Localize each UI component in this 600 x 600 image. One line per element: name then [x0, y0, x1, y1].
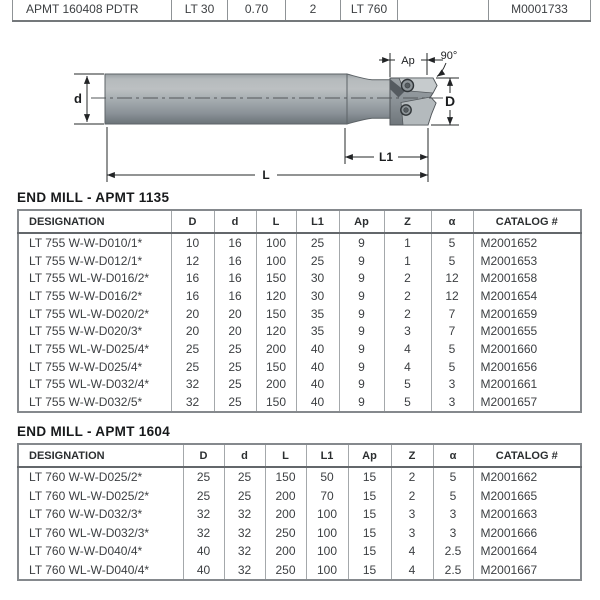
cell: LT 755 WL-W-D025/4* [29, 341, 150, 356]
cell: 120 [256, 322, 296, 340]
insert-spec-strip [12, 0, 590, 22]
cell: M2001655 [473, 322, 581, 340]
cell: 5 [433, 467, 473, 487]
cell: 7 [431, 322, 473, 340]
cell: 9 [339, 233, 384, 252]
column-header: d [214, 210, 256, 233]
cell: 3 [384, 322, 431, 340]
cell: 25 [214, 376, 256, 394]
cell: 2 [384, 287, 431, 305]
cell: 12 [431, 269, 473, 287]
cell: 15 [348, 524, 391, 543]
cell: 25 [224, 467, 265, 487]
cell: 9 [339, 340, 384, 358]
table-row [18, 487, 581, 506]
cell: 100 [256, 233, 296, 252]
cell: 150 [256, 305, 296, 323]
end-mill-table-apmt-1135 [17, 209, 582, 413]
cell: M2001667 [473, 561, 581, 581]
column-header: Z [391, 444, 433, 467]
cell: 15 [348, 487, 391, 506]
cell: M2001664 [473, 542, 581, 561]
table-row [18, 467, 581, 487]
cell: 40 [296, 376, 339, 394]
cell: 32 [224, 561, 265, 581]
cell: LT 760 WL-W-D040/4* [29, 562, 150, 577]
cell: 9 [339, 393, 384, 412]
cell: 40 [296, 358, 339, 376]
cell: 9 [339, 376, 384, 394]
cell: 9 [339, 305, 384, 323]
cell: 20 [171, 322, 214, 340]
cell: 32 [224, 505, 265, 524]
cell: 25 [224, 487, 265, 506]
cell: 25 [183, 467, 224, 487]
cell: 0.70 [228, 0, 286, 21]
table-row [18, 561, 581, 581]
cell: M0001733 [489, 0, 591, 21]
cell: 25 [171, 340, 214, 358]
table-row [18, 542, 581, 561]
cell: 30 [296, 269, 339, 287]
cell: LT 755 W-W-D010/1* [29, 235, 143, 250]
table-row [13, 0, 591, 21]
cell: 15 [348, 542, 391, 561]
cell: 150 [256, 269, 296, 287]
cell: LT 755 W-W-D032/5* [29, 395, 143, 410]
cell: 16 [214, 269, 256, 287]
cell: 2 [286, 0, 341, 21]
cell: 100 [306, 524, 348, 543]
cell: 9 [339, 252, 384, 270]
cell: 200 [265, 542, 306, 561]
cell: 3 [433, 524, 473, 543]
cell: 5 [431, 233, 473, 252]
cell: 4 [391, 561, 433, 581]
column-header: Z [384, 210, 431, 233]
cell: 2 [391, 487, 433, 506]
cell: 3 [431, 393, 473, 412]
cell: 1 [384, 252, 431, 270]
cell: 200 [256, 376, 296, 394]
cell: 32 [183, 524, 224, 543]
cell: 3 [431, 376, 473, 394]
cell: 150 [256, 358, 296, 376]
cell: 32 [171, 393, 214, 412]
cell: 5 [384, 393, 431, 412]
cell: 25 [214, 358, 256, 376]
column-header: D [171, 210, 214, 233]
cell: 5 [431, 358, 473, 376]
cell: 35 [296, 322, 339, 340]
cell: 5 [384, 376, 431, 394]
column-header: D [183, 444, 224, 467]
cell: 12 [171, 252, 214, 270]
cell: 16 [214, 252, 256, 270]
cell: LT 755 W-W-D025/4* [29, 359, 143, 374]
cell: 250 [265, 524, 306, 543]
cell: LT 760 W-W-D025/2* [29, 470, 143, 485]
cell: 40 [183, 561, 224, 581]
cell: 15 [348, 505, 391, 524]
tool-shank [105, 74, 347, 124]
label-overall-length: L [262, 168, 270, 182]
table-row [18, 252, 581, 270]
column-header: Ap [348, 444, 391, 467]
cell: 32 [224, 524, 265, 543]
column-header: DESIGNATION [18, 444, 183, 467]
table-row [18, 393, 581, 412]
cell: M2001652 [473, 233, 581, 252]
cell: 40 [183, 542, 224, 561]
cell [398, 0, 489, 21]
cell: 100 [256, 252, 296, 270]
tool-body [105, 74, 437, 125]
cell: M2001659 [473, 305, 581, 323]
end-mill-diagram-svg [0, 40, 600, 190]
table-header-row [18, 210, 581, 233]
cell: 3 [391, 524, 433, 543]
column-header: L1 [306, 444, 348, 467]
column-header: α [433, 444, 473, 467]
cell: 3 [391, 505, 433, 524]
column-header: DESIGNATION [18, 210, 171, 233]
cell: 32 [183, 505, 224, 524]
cell: LT 30 [172, 0, 228, 21]
cell: 200 [265, 487, 306, 506]
section-title-apmt-1604: END MILL - APMT 1604 [17, 424, 171, 439]
label-shank-diameter: d [74, 91, 82, 106]
cell: 2 [384, 269, 431, 287]
cell: 25 [296, 233, 339, 252]
cell: 7 [431, 305, 473, 323]
cell: 1 [384, 233, 431, 252]
cell: 100 [306, 561, 348, 581]
cell: 5 [431, 340, 473, 358]
cell: 150 [256, 393, 296, 412]
label-angle: 90° [440, 50, 458, 62]
cell: M2001665 [473, 487, 581, 506]
angle-leader [437, 63, 446, 77]
cell: M2001661 [473, 376, 581, 394]
insert-spec-table [12, 0, 591, 22]
cell: 150 [265, 467, 306, 487]
cell: 25 [214, 393, 256, 412]
cell: M2001653 [473, 252, 581, 270]
tool-neck [347, 74, 390, 124]
cell: M2001663 [473, 505, 581, 524]
end-mill-table-apmt-1604 [17, 443, 582, 581]
cell: 40 [296, 393, 339, 412]
cell: LT 760 WL-W-D025/2* [29, 488, 150, 503]
cell: 5 [433, 487, 473, 506]
section-title-apmt-1135: END MILL - APMT 1135 [17, 190, 170, 205]
cell: 20 [171, 305, 214, 323]
cell: 16 [171, 269, 214, 287]
cell: 2 [384, 305, 431, 323]
insert-screw-center [404, 108, 409, 113]
cell: M2001662 [473, 467, 581, 487]
cell: 35 [296, 305, 339, 323]
column-header: Ap [339, 210, 384, 233]
column-header: CATALOG # [473, 444, 581, 467]
cell: M2001658 [473, 269, 581, 287]
label-depth-of-cut: Ap [401, 55, 415, 67]
cell: 50 [306, 467, 348, 487]
cell: 9 [339, 358, 384, 376]
table-row [18, 376, 581, 394]
table-row [18, 340, 581, 358]
cell: 9 [339, 287, 384, 305]
column-header: d [224, 444, 265, 467]
cell: M2001657 [473, 393, 581, 412]
cell: 40 [296, 340, 339, 358]
table-row [18, 305, 581, 323]
cell: M2001656 [473, 358, 581, 376]
cell: 100 [306, 505, 348, 524]
column-header: L1 [296, 210, 339, 233]
cell: 2.5 [433, 542, 473, 561]
cell: 30 [296, 287, 339, 305]
cell: 200 [256, 340, 296, 358]
cell: 2 [391, 467, 433, 487]
cell: 250 [265, 561, 306, 581]
cell: LT 755 WL-W-D016/2* [29, 271, 150, 286]
cell: 4 [384, 358, 431, 376]
cell: 16 [171, 287, 214, 305]
cell: 16 [214, 233, 256, 252]
cell: 20 [214, 322, 256, 340]
cell: 16 [214, 287, 256, 305]
insert-screw-center [405, 83, 410, 88]
cell: LT 760 W-W-D032/3* [29, 507, 143, 522]
label-cutting-length: L1 [378, 150, 394, 164]
cell: 32 [224, 542, 265, 561]
table-row [18, 505, 581, 524]
cell: 15 [348, 467, 391, 487]
table-row [18, 358, 581, 376]
column-header: L [265, 444, 306, 467]
cell: 3 [433, 505, 473, 524]
cell: 25 [183, 487, 224, 506]
table-row [18, 524, 581, 543]
column-header: CATALOG # [473, 210, 581, 233]
table-row [18, 269, 581, 287]
cell: 9 [339, 322, 384, 340]
cell: 9 [339, 269, 384, 287]
cell: 70 [306, 487, 348, 506]
cell: LT 760 W-W-D040/4* [29, 544, 143, 559]
cell: M2001666 [473, 524, 581, 543]
cell: 10 [171, 233, 214, 252]
cell: LT 760 [341, 0, 398, 21]
column-header: L [256, 210, 296, 233]
cell: 25 [171, 358, 214, 376]
cell: 25 [214, 340, 256, 358]
cell: 4 [391, 542, 433, 561]
cell: APMT 160408 PDTR [13, 0, 172, 21]
cell: 15 [348, 561, 391, 581]
cell: M2001654 [473, 287, 581, 305]
cell: 120 [256, 287, 296, 305]
cell: 5 [431, 252, 473, 270]
cell: 200 [265, 505, 306, 524]
column-header: α [431, 210, 473, 233]
table-row [18, 287, 581, 305]
cell: 100 [306, 542, 348, 561]
end-mill-technical-drawing [0, 40, 600, 190]
cell: 4 [384, 340, 431, 358]
cell: 32 [171, 376, 214, 394]
cell: 20 [214, 305, 256, 323]
table-header-row [18, 444, 581, 467]
cell: 25 [296, 252, 339, 270]
cell: M2001660 [473, 340, 581, 358]
table-row [18, 233, 581, 252]
table-row [18, 322, 581, 340]
cell: LT 755 WL-W-D032/4* [29, 377, 150, 392]
cell: LT 760 WL-W-D032/3* [29, 525, 150, 540]
cell: LT 755 WL-W-D020/2* [29, 306, 150, 321]
cell: LT 755 W-W-D020/3* [29, 324, 143, 339]
cell: 2.5 [433, 561, 473, 581]
label-cutting-diameter: D [444, 93, 456, 109]
cell: LT 755 W-W-D016/2* [29, 288, 143, 303]
cell: LT 755 W-W-D012/1* [29, 253, 143, 268]
cell: 12 [431, 287, 473, 305]
